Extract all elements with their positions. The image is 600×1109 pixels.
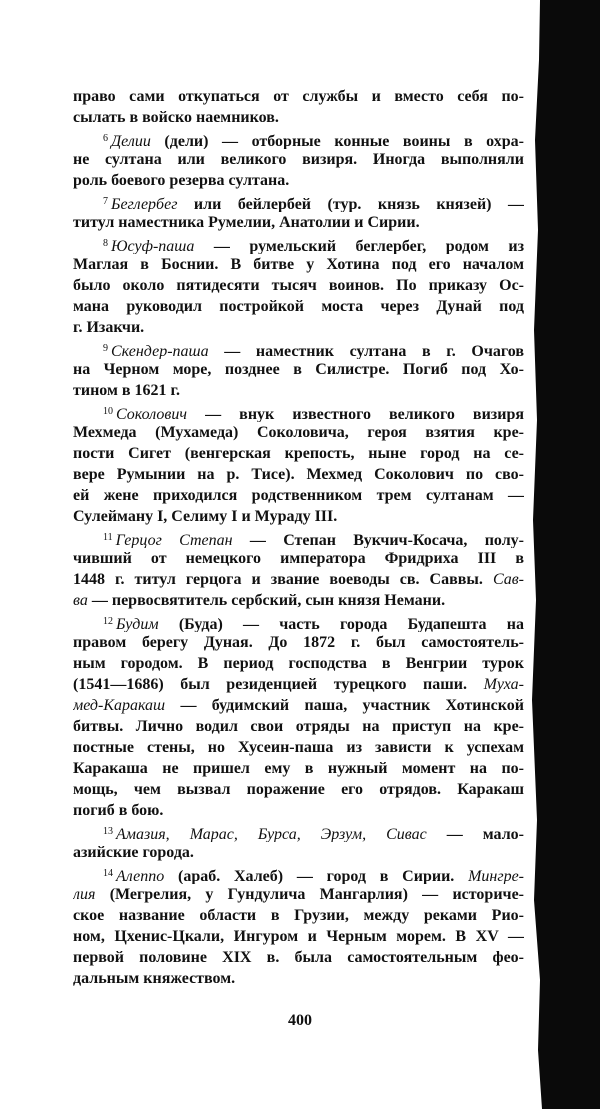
footnote-text: (араб. Халеб) — город в Сирии. (164, 868, 469, 884)
footnote-text: — первосвятитель сербский, сын князя Немани. (87, 592, 446, 609)
footnote-text: ское название области в Грузии, между реками Рио- (73, 907, 524, 924)
footnote-text: — мало- (426, 826, 524, 842)
footnote-term: Скендер-паша (111, 343, 209, 359)
text-line (73, 821, 524, 842)
footnote-text: битвы. Лично водил свои отряды на приступ на кре- (73, 718, 524, 735)
footnote-text: пости Сигет (венгерская крепость, ныне город на се- (73, 445, 524, 462)
text-line (73, 128, 524, 149)
text-line (73, 296, 524, 317)
footnote-text: постные стены, но Хусеин-паша из зависти к успехам (73, 739, 524, 756)
text-line (73, 233, 524, 254)
text-line (73, 842, 524, 863)
footnote-text: правом берегу Дуная. До 1872 г. был самостоятель- (73, 634, 524, 651)
footnote-text: ей жене приходился родственником трем султанам — (73, 487, 524, 504)
text-line (73, 464, 524, 485)
footnote-text: — внук известного великого визиря (187, 406, 524, 422)
text-line (73, 212, 524, 233)
text-line (73, 380, 524, 401)
footnote-number: 14 (103, 868, 113, 879)
footnote-term: мед-Каракаш (73, 697, 166, 714)
footnote-term: Муха- (483, 676, 524, 693)
footnote-text: Сулейману I, Селиму I и Мураду III. (73, 508, 338, 525)
footnote-text: (1541—1686) был резиденцией турецкого паши. (73, 676, 484, 693)
footnote-term: ва (73, 592, 88, 609)
text-line (73, 338, 524, 359)
footnote-text: не султана или великого визиря. Иногда выполняли (73, 151, 524, 168)
text-line (73, 548, 524, 569)
footnote-term: Алеппо (116, 868, 165, 884)
page-number: 400 (288, 1012, 312, 1029)
footnote-text: (дели) — отборные конные воины в охра- (150, 133, 524, 149)
footnote-number: 8 (103, 238, 108, 249)
text-line (73, 863, 524, 884)
footnote-text: — румельский беглербег, родом из (194, 238, 524, 254)
footnote-term: Сав- (492, 571, 524, 588)
footnote-text: (Буда) — часть города Будапешта на (158, 616, 524, 632)
text-line (73, 86, 524, 107)
text-line (73, 422, 524, 443)
text-line (73, 926, 524, 947)
text-line (73, 884, 524, 905)
footnote-number: 6 (103, 133, 108, 144)
footnote-text: первой половине XIX в. была самостоятельным фео- (73, 949, 524, 966)
text-line (73, 254, 524, 275)
footnote-text: мощь, чем вызвал поражение его отрядов. Каракаш (73, 781, 524, 798)
footnote-number: 10 (103, 406, 113, 417)
footnote-text: дальным княжеством. (73, 970, 236, 987)
text-line (73, 653, 524, 674)
footnote-term: Мингре- (468, 868, 524, 884)
text-line (73, 569, 524, 590)
text-line (73, 758, 524, 779)
text-line (73, 170, 524, 191)
text-line (73, 149, 524, 170)
footnote-number: 13 (103, 826, 113, 837)
footnote-text: или бейлербей (тур. князь князей) — (177, 196, 524, 212)
footnotes-text (73, 86, 524, 989)
text-line (73, 359, 524, 380)
scan-edge-shadow (528, 0, 600, 1109)
text-line (73, 611, 524, 632)
footnote-number: 11 (103, 532, 113, 543)
footnote-term: Герцог Степан (115, 532, 233, 548)
footnote-term: Амазия, Марас, Бурса, Эрзум, Сивас (116, 826, 427, 842)
text-line (73, 947, 524, 968)
text-line (73, 632, 524, 653)
footnote-text: — будимский паша, участник Хотинской (165, 697, 524, 714)
footnote-term: Беглербег (111, 196, 178, 212)
footnote-text: было около пятидесяти тысяч воинов. По приказу Ос- (73, 277, 524, 294)
text-line (73, 674, 524, 695)
footnote-text: чивший от немецкого императора Фридриха III в (73, 550, 524, 567)
text-line (73, 779, 524, 800)
text-line (73, 443, 524, 464)
footnote-text: мана руководил постройкой моста через Дунай под (73, 298, 524, 315)
footnote-text: — наместник султана в г. Очагов (208, 343, 524, 359)
footnote-term: Соколович (116, 406, 188, 422)
text-line (73, 317, 524, 338)
footnote-text: сылать в войско наемников. (73, 109, 279, 126)
footnote-text: право сами откупаться от службы и вместо себя по- (73, 88, 524, 105)
footnote-text: ном, Цхенис-Цкали, Ингуром и Черным морем. В XV — (73, 928, 524, 945)
footnote-text: вере Румынии на р. Тисе). Мехмед Соколович по сво- (73, 466, 524, 483)
footnote-text: на Черном море, позднее в Силистре. Погиб под Хо- (73, 361, 524, 378)
footnote-text: ным городом. В период господства в Венгрии турок (73, 655, 524, 672)
footnote-text: (Мегрелия, у Гундулича Мангарлия) — историче- (95, 886, 524, 903)
footnote-number: 7 (103, 196, 108, 207)
footnote-text: роль боевого резерва султана. (73, 172, 290, 189)
footnote-text: погиб в бою. (73, 802, 164, 819)
text-line (73, 716, 524, 737)
footnote-number: 12 (103, 616, 113, 627)
text-line (73, 401, 524, 422)
text-line (73, 968, 524, 989)
footnote-text: Каракаша не пришел ему в нужный момент на по- (73, 760, 524, 777)
text-line (73, 527, 524, 548)
footnote-term: лия (73, 886, 96, 903)
footnote-term: Будим (116, 616, 159, 632)
text-line (73, 191, 524, 212)
text-line (73, 695, 524, 716)
footnote-text: тином в 1621 г. (73, 382, 180, 399)
footnote-text: Маглая в Боснии. В битве у Хотина под его началом (73, 256, 524, 273)
text-line (73, 905, 524, 926)
footnote-text: г. Изакчи. (73, 319, 145, 336)
text-line (73, 737, 524, 758)
text-line (73, 800, 524, 821)
text-line (73, 590, 524, 611)
footnote-text: азийские города. (73, 844, 194, 861)
footnote-text: — Степан Вукчич-Косача, полу- (232, 532, 524, 548)
footnote-number: 9 (103, 343, 108, 354)
footnote-term: Делии (111, 133, 151, 149)
text-line (73, 485, 524, 506)
footnote-text: титул наместника Румелии, Анатолии и Сирии. (73, 214, 420, 231)
footnote-text: Мехмеда (Мухамеда) Соколовича, героя взятия кре- (73, 424, 524, 441)
text-line (73, 506, 524, 527)
footnote-text: 1448 г. титул герцога и звание воеводы св. Саввы. (73, 571, 493, 588)
text-line (73, 107, 524, 128)
text-line (73, 275, 524, 296)
footnote-term: Юсуф-паша (111, 238, 195, 254)
